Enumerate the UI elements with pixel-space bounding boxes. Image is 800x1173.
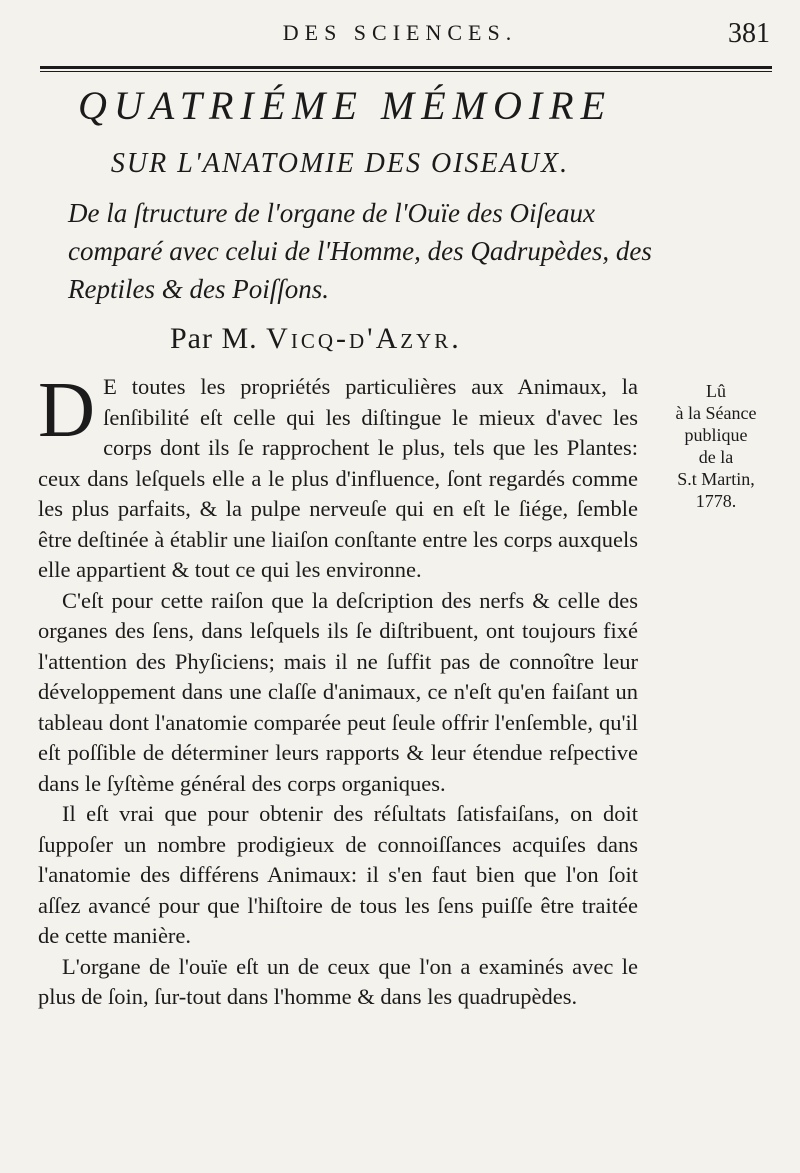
margin-note-line: de la <box>698 447 734 467</box>
body-text <box>38 367 638 1013</box>
margin-note <box>646 380 786 512</box>
paragraph-3: Il eſt vrai que pour obtenir des réſultats ſatisfaiſans, on doit ſuppoſer un nombre prodigieux de connoiſſances acquiſes dans l'anatomie des différens Animaux: il s'en faut bien que l'on ſoit aſſez avancé pour que l'hiſtoire de tous les ſens puiſſe être traitée de cette manière. <box>38 801 638 948</box>
paragraph-1 <box>38 367 638 586</box>
running-title: DES SCIENCES. <box>282 20 518 45</box>
page-number: 381 <box>728 18 770 49</box>
margin-note-line: S.t Martin, <box>677 469 755 489</box>
author-name: Vicq-d'Azyr. <box>266 322 462 355</box>
author-line <box>170 322 462 356</box>
margin-note-line: Lû <box>706 381 726 401</box>
header-rule-thick <box>40 66 772 69</box>
memoir-subtitle: De la ſtructure de l'organe de l'Ouïe des Oiſeaux comparé avec celui de l'Homme, des Qadrupèdes, des Reptiles & des Poiſſons. <box>68 198 652 304</box>
paragraph-4: L'organe de l'ouïe eſt un de ceux que l'on a examinés avec le plus de ſoin, ſur-tout dans l'homme & dans les quadrupèdes. <box>38 953 638 1009</box>
memoir-title: QUATRIÉME MÉMOIRE <box>77 83 613 128</box>
margin-note-line: publique <box>684 425 748 445</box>
margin-note-line: 1778. <box>695 491 737 511</box>
paragraph-1-text: E toutes les propriétés particulières aux Animaux, la ſenſibilité eſt celle qui les diſtingue le mieux d'avec les corps dont ils ſe rapprochent le plus, tels que les Plantes: ceux dans leſquels elle a le plus d'influence, ſont regardés comme les plus parfaits, & la pulpe nerveuſe qui en eſt le ſiége, ſemble être deſtinée à établir une liaiſon conſtante entre les corps auxquels elle appartient & tout ce qui les environne. <box>38 374 638 582</box>
paragraph-2: C'eſt pour cette raiſon que la deſcription des nerfs & celle des organes des ſens, dans leſquels ils ſe diſtribuent, ont toujours fixé l'attention des Phyſiciens; mais il ne ſuffit pas de connoître leur développement dans une claſſe d'animaux, ce n'eſt qu'en faiſant un tableau dont l'anatomie comparée peut ſeule offrir l'enſemble, qu'il eſt poſſible de déterminer leurs rapports & leur étendue reſpective dans le ſyſtème général des corps organiques. <box>38 587 638 796</box>
author-prefix: Par M. <box>170 322 258 355</box>
drop-cap: D <box>38 367 96 454</box>
running-head <box>30 12 770 52</box>
header-rule-thin <box>40 71 772 72</box>
margin-note-line: à la Séance <box>675 403 757 423</box>
memoir-subject: SUR L'ANATOMIE DES OISEAUX. <box>110 148 570 179</box>
